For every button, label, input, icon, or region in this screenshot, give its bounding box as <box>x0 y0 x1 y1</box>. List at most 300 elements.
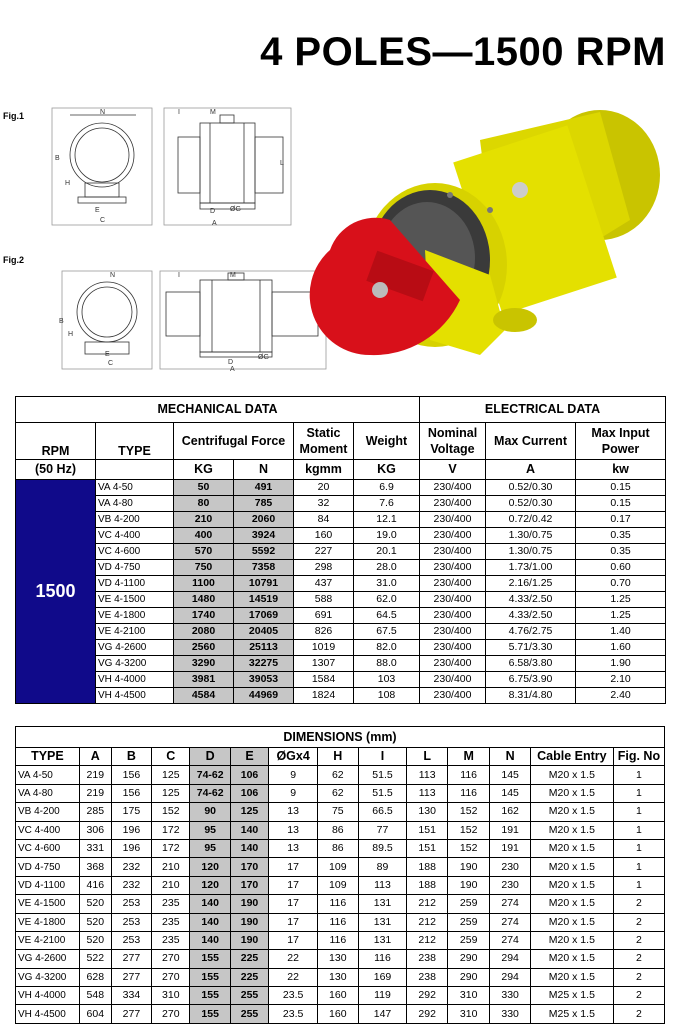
value-cell: 190 <box>447 876 490 894</box>
value-cell: 64.5 <box>354 608 420 624</box>
mech-row <box>16 688 666 704</box>
value-cell: 89.5 <box>358 839 407 857</box>
value-cell: 628 <box>79 968 111 986</box>
value-cell: 400 <box>174 528 234 544</box>
value-cell: 2.10 <box>576 672 666 688</box>
type-cell: VA 4-50 <box>16 766 80 784</box>
value-cell: 2080 <box>174 624 234 640</box>
value-cell: 156 <box>111 766 151 784</box>
value-cell: 17 <box>269 931 318 949</box>
type-cell: VD 4-750 <box>96 560 174 576</box>
value-cell: 285 <box>79 803 111 821</box>
value-cell: 227 <box>294 544 354 560</box>
value-cell: 32275 <box>234 656 294 672</box>
value-cell: 548 <box>79 987 111 1005</box>
mech-row <box>16 528 666 544</box>
value-cell: 1824 <box>294 688 354 704</box>
dim-row <box>16 784 665 802</box>
col-rpm: RPM <box>16 423 96 460</box>
value-cell: 334 <box>111 987 151 1005</box>
dim-row <box>16 1005 665 1023</box>
type-cell: VC 4-400 <box>96 528 174 544</box>
value-cell: 22 <box>269 968 318 986</box>
value-cell: 19.0 <box>354 528 420 544</box>
value-cell: 1740 <box>174 608 234 624</box>
drawing-label-b: B <box>55 155 60 162</box>
value-cell: 212 <box>407 913 447 931</box>
value-cell: 225 <box>230 968 268 986</box>
type-cell: VD 4-1100 <box>96 576 174 592</box>
value-cell: 155 <box>190 968 230 986</box>
value-cell: 108 <box>354 688 420 704</box>
value-cell: 130 <box>318 968 358 986</box>
value-cell: 151 <box>407 821 447 839</box>
value-cell: 113 <box>358 876 407 894</box>
value-cell: 2 <box>613 987 664 1005</box>
value-cell: 6.9 <box>354 480 420 496</box>
drawing2-label-c: C <box>108 360 114 367</box>
value-cell: 80 <box>174 496 234 512</box>
value-cell: 2.40 <box>576 688 666 704</box>
value-cell: 25113 <box>234 640 294 656</box>
unit-kg: KG <box>174 460 234 480</box>
type-cell: VE 4-2100 <box>16 931 80 949</box>
value-cell: 1 <box>613 821 664 839</box>
value-cell: 155 <box>190 987 230 1005</box>
value-cell: 238 <box>407 950 447 968</box>
value-cell: 106 <box>230 784 268 802</box>
value-cell: 89 <box>358 858 407 876</box>
value-cell: 2.16/1.25 <box>486 576 576 592</box>
value-cell: 0.15 <box>576 480 666 496</box>
mechanical-data-header: MECHANICAL DATA <box>16 397 420 423</box>
value-cell: 1 <box>613 784 664 802</box>
value-cell: 290 <box>447 950 490 968</box>
value-cell: 274 <box>490 913 530 931</box>
type-cell: VH 4-4000 <box>96 672 174 688</box>
value-cell: 20405 <box>234 624 294 640</box>
value-cell: 2 <box>613 913 664 931</box>
value-cell: M25 x 1.5 <box>530 1005 613 1023</box>
value-cell: 1.30/0.75 <box>486 528 576 544</box>
value-cell: 330 <box>490 1005 530 1023</box>
value-cell: 88.0 <box>354 656 420 672</box>
type-cell: VB 4-200 <box>96 512 174 528</box>
value-cell: 175 <box>111 803 151 821</box>
value-cell: 522 <box>79 950 111 968</box>
value-cell: 160 <box>318 987 358 1005</box>
value-cell: 152 <box>447 821 490 839</box>
value-cell: 520 <box>79 931 111 949</box>
type-cell: VH 4-4500 <box>96 688 174 704</box>
value-cell: 235 <box>152 913 190 931</box>
unit-rpm: (50 Hz) <box>16 460 96 480</box>
value-cell: 826 <box>294 624 354 640</box>
value-cell: 90 <box>190 803 230 821</box>
page-title: 4 POLES—1500 RPM <box>260 30 666 74</box>
value-cell: 588 <box>294 592 354 608</box>
value-cell: 259 <box>447 895 490 913</box>
value-cell: 62.0 <box>354 592 420 608</box>
value-cell: 20 <box>294 480 354 496</box>
value-cell: 292 <box>407 1005 447 1023</box>
value-cell: 140 <box>230 839 268 857</box>
value-cell: 212 <box>407 931 447 949</box>
mech-row <box>16 592 666 608</box>
value-cell: M25 x 1.5 <box>530 987 613 1005</box>
type-cell: VE 4-2100 <box>96 624 174 640</box>
value-cell: 95 <box>190 821 230 839</box>
type-cell: VG 4-3200 <box>16 968 80 986</box>
mech-row <box>16 560 666 576</box>
value-cell: 152 <box>447 839 490 857</box>
value-cell: 230/400 <box>420 640 486 656</box>
type-cell: VB 4-200 <box>16 803 80 821</box>
dim-col-header: M <box>447 748 490 766</box>
value-cell: 95 <box>190 839 230 857</box>
value-cell: 230/400 <box>420 688 486 704</box>
value-cell: 230/400 <box>420 608 486 624</box>
value-cell: M20 x 1.5 <box>530 931 613 949</box>
dim-col-header: H <box>318 748 358 766</box>
value-cell: 23.5 <box>269 987 318 1005</box>
value-cell: 190 <box>230 895 268 913</box>
value-cell: 259 <box>447 913 490 931</box>
col-weight: Weight <box>354 423 420 460</box>
value-cell: 0.52/0.30 <box>486 496 576 512</box>
dim-col-header: Cable Entry <box>530 748 613 766</box>
dim-col-header: TYPE <box>16 748 80 766</box>
value-cell: 330 <box>490 987 530 1005</box>
type-cell: VA 4-80 <box>96 496 174 512</box>
value-cell: 310 <box>152 987 190 1005</box>
dimensions-table <box>15 726 665 1024</box>
value-cell: 44969 <box>234 688 294 704</box>
drawing-label-e: E <box>95 207 100 214</box>
value-cell: 13 <box>269 821 318 839</box>
fig2-drawing <box>60 268 330 373</box>
value-cell: 2 <box>613 1005 664 1023</box>
value-cell: 294 <box>490 950 530 968</box>
value-cell: 0.35 <box>576 544 666 560</box>
value-cell: 17 <box>269 876 318 894</box>
value-cell: 1019 <box>294 640 354 656</box>
value-cell: 188 <box>407 876 447 894</box>
drawing-label-l: L <box>280 160 284 167</box>
value-cell: 109 <box>318 876 358 894</box>
dim-row <box>16 858 665 876</box>
value-cell: 17069 <box>234 608 294 624</box>
value-cell: 416 <box>79 876 111 894</box>
mech-row <box>16 576 666 592</box>
vibrator-motor-image <box>330 100 670 385</box>
value-cell: 156 <box>111 784 151 802</box>
drawing-label-m: M <box>210 109 216 116</box>
value-cell: 145 <box>490 766 530 784</box>
fig2-label: Fig.2 <box>3 255 25 265</box>
value-cell: M20 x 1.5 <box>530 968 613 986</box>
value-cell: 131 <box>358 931 407 949</box>
value-cell: 31.0 <box>354 576 420 592</box>
drawing-label-h: H <box>65 180 71 187</box>
value-cell: 225 <box>230 950 268 968</box>
value-cell: 103 <box>354 672 420 688</box>
value-cell: 3924 <box>234 528 294 544</box>
value-cell: 140 <box>190 913 230 931</box>
value-cell: 116 <box>318 931 358 949</box>
value-cell: 190 <box>230 931 268 949</box>
value-cell: 604 <box>79 1005 111 1023</box>
dim-col-header: D <box>190 748 230 766</box>
unit-a: A <box>486 460 576 480</box>
value-cell: 270 <box>152 950 190 968</box>
value-cell: 1.25 <box>576 608 666 624</box>
drawing2-label-m: M <box>230 272 236 279</box>
type-cell: VE 4-1800 <box>16 913 80 931</box>
value-cell: 0.60 <box>576 560 666 576</box>
value-cell: 1 <box>613 858 664 876</box>
dim-row <box>16 968 665 986</box>
value-cell: 232 <box>111 858 151 876</box>
mech-row <box>16 512 666 528</box>
value-cell: 17 <box>269 895 318 913</box>
value-cell: 116 <box>318 913 358 931</box>
drawing2-label-g: ØG <box>258 354 269 361</box>
value-cell: 1 <box>613 876 664 894</box>
value-cell: 119 <box>358 987 407 1005</box>
value-cell: 230/400 <box>420 496 486 512</box>
value-cell: 5592 <box>234 544 294 560</box>
mech-row <box>16 640 666 656</box>
value-cell: 274 <box>490 895 530 913</box>
value-cell: 230/400 <box>420 672 486 688</box>
value-cell: 14519 <box>234 592 294 608</box>
value-cell: 368 <box>79 858 111 876</box>
unit-n: N <box>234 460 294 480</box>
value-cell: 140 <box>190 931 230 949</box>
value-cell: 1.73/1.00 <box>486 560 576 576</box>
type-cell: VH 4-4000 <box>16 987 80 1005</box>
drawing2-label-d: D <box>228 359 234 366</box>
value-cell: 331 <box>79 839 111 857</box>
value-cell: 32 <box>294 496 354 512</box>
value-cell: 8.31/4.80 <box>486 688 576 704</box>
value-cell: 230 <box>490 858 530 876</box>
value-cell: 230/400 <box>420 512 486 528</box>
value-cell: M20 x 1.5 <box>530 839 613 857</box>
value-cell: M20 x 1.5 <box>530 803 613 821</box>
drawing2-label-n: N <box>110 272 116 279</box>
dim-row <box>16 987 665 1005</box>
value-cell: 9 <box>269 784 318 802</box>
value-cell: 232 <box>111 876 151 894</box>
value-cell: 1100 <box>174 576 234 592</box>
drawing2-label-b: B <box>59 318 64 325</box>
value-cell: 230/400 <box>420 576 486 592</box>
dim-col-header: A <box>79 748 111 766</box>
value-cell: 2060 <box>234 512 294 528</box>
value-cell: 152 <box>152 803 190 821</box>
value-cell: 13 <box>269 803 318 821</box>
value-cell: 290 <box>447 968 490 986</box>
value-cell: 82.0 <box>354 640 420 656</box>
value-cell: 155 <box>190 1005 230 1023</box>
value-cell: 22 <box>269 950 318 968</box>
value-cell: 255 <box>230 1005 268 1023</box>
value-cell: 125 <box>152 784 190 802</box>
type-cell: VD 4-1100 <box>16 876 80 894</box>
value-cell: 235 <box>152 895 190 913</box>
value-cell: 0.52/0.30 <box>486 480 576 496</box>
value-cell: 294 <box>490 968 530 986</box>
dim-col-header: B <box>111 748 151 766</box>
value-cell: 6.75/3.90 <box>486 672 576 688</box>
value-cell: 310 <box>447 1005 490 1023</box>
value-cell: 1 <box>613 803 664 821</box>
value-cell: 4.76/2.75 <box>486 624 576 640</box>
dim-row <box>16 766 665 784</box>
value-cell: 116 <box>358 950 407 968</box>
unit-type <box>96 460 174 480</box>
unit-weight: KG <box>354 460 420 480</box>
value-cell: 13 <box>269 839 318 857</box>
value-cell: 270 <box>152 1005 190 1023</box>
mech-row <box>16 624 666 640</box>
value-cell: 0.35 <box>576 528 666 544</box>
value-cell: 1 <box>613 839 664 857</box>
value-cell: 130 <box>318 950 358 968</box>
mech-row <box>16 672 666 688</box>
value-cell: 253 <box>111 931 151 949</box>
value-cell: 116 <box>447 766 490 784</box>
value-cell: 1584 <box>294 672 354 688</box>
drawing-label-g: ØG <box>230 206 241 213</box>
col-static-moment: Static Moment <box>294 423 354 460</box>
value-cell: 210 <box>174 512 234 528</box>
value-cell: 160 <box>318 1005 358 1023</box>
value-cell: 277 <box>111 1005 151 1023</box>
value-cell: 4584 <box>174 688 234 704</box>
value-cell: 306 <box>79 821 111 839</box>
value-cell: 2 <box>613 931 664 949</box>
unit-v: V <box>420 460 486 480</box>
value-cell: 0.70 <box>576 576 666 592</box>
mech-row <box>16 608 666 624</box>
value-cell: 210 <box>152 858 190 876</box>
value-cell: 274 <box>490 931 530 949</box>
value-cell: 196 <box>111 821 151 839</box>
value-cell: 28.0 <box>354 560 420 576</box>
value-cell: 130 <box>407 803 447 821</box>
value-cell: 191 <box>490 821 530 839</box>
dim-row <box>16 821 665 839</box>
value-cell: 292 <box>407 987 447 1005</box>
type-cell: VC 4-600 <box>16 839 80 857</box>
value-cell: M20 x 1.5 <box>530 766 613 784</box>
drawing-label-a: A <box>212 220 217 227</box>
value-cell: 17 <box>269 913 318 931</box>
value-cell: 253 <box>111 913 151 931</box>
value-cell: 113 <box>407 784 447 802</box>
dim-col-header: Fig. No <box>613 748 664 766</box>
value-cell: M20 x 1.5 <box>530 858 613 876</box>
value-cell: 4.33/2.50 <box>486 608 576 624</box>
value-cell: 219 <box>79 766 111 784</box>
value-cell: 230 <box>490 876 530 894</box>
value-cell: 255 <box>230 987 268 1005</box>
mech-row <box>16 480 666 496</box>
drawing2-label-h: H <box>68 331 74 338</box>
mech-row <box>16 656 666 672</box>
mech-row <box>16 544 666 560</box>
unit-kw: kw <box>576 460 666 480</box>
value-cell: 145 <box>490 784 530 802</box>
value-cell: 230/400 <box>420 480 486 496</box>
value-cell: 20.1 <box>354 544 420 560</box>
value-cell: 116 <box>447 784 490 802</box>
value-cell: 230/400 <box>420 544 486 560</box>
value-cell: 2560 <box>174 640 234 656</box>
value-cell: 437 <box>294 576 354 592</box>
value-cell: 259 <box>447 931 490 949</box>
drawing-label-i: I <box>178 109 180 116</box>
value-cell: 50 <box>174 480 234 496</box>
value-cell: 298 <box>294 560 354 576</box>
value-cell: 74-62 <box>190 766 230 784</box>
value-cell: 120 <box>190 876 230 894</box>
value-cell: 1 <box>613 766 664 784</box>
dim-col-header: N <box>490 748 530 766</box>
value-cell: 191 <box>490 839 530 857</box>
col-type: TYPE <box>96 423 174 460</box>
value-cell: 172 <box>152 839 190 857</box>
value-cell: 190 <box>230 913 268 931</box>
rpm-value: 1500 <box>16 480 96 704</box>
type-cell: VA 4-80 <box>16 784 80 802</box>
type-cell: VE 4-1500 <box>96 592 174 608</box>
mech-row <box>16 496 666 512</box>
value-cell: 2 <box>613 968 664 986</box>
value-cell: 10791 <box>234 576 294 592</box>
value-cell: 77 <box>358 821 407 839</box>
value-cell: 570 <box>174 544 234 560</box>
value-cell: 66.5 <box>358 803 407 821</box>
value-cell: 491 <box>234 480 294 496</box>
type-cell: VC 4-600 <box>96 544 174 560</box>
value-cell: 151 <box>407 839 447 857</box>
value-cell: 169 <box>358 968 407 986</box>
value-cell: 109 <box>318 858 358 876</box>
value-cell: 140 <box>230 821 268 839</box>
value-cell: 520 <box>79 913 111 931</box>
value-cell: M20 x 1.5 <box>530 950 613 968</box>
type-cell: VG 4-3200 <box>96 656 174 672</box>
value-cell: 116 <box>318 895 358 913</box>
type-cell: VE 4-1500 <box>16 895 80 913</box>
value-cell: 125 <box>152 766 190 784</box>
value-cell: 86 <box>318 839 358 857</box>
value-cell: 152 <box>447 803 490 821</box>
dim-row <box>16 876 665 894</box>
value-cell: 84 <box>294 512 354 528</box>
value-cell: 691 <box>294 608 354 624</box>
value-cell: 7358 <box>234 560 294 576</box>
type-cell: VC 4-400 <box>16 821 80 839</box>
type-cell: VD 4-750 <box>16 858 80 876</box>
value-cell: M20 x 1.5 <box>530 821 613 839</box>
value-cell: 785 <box>234 496 294 512</box>
value-cell: 238 <box>407 968 447 986</box>
